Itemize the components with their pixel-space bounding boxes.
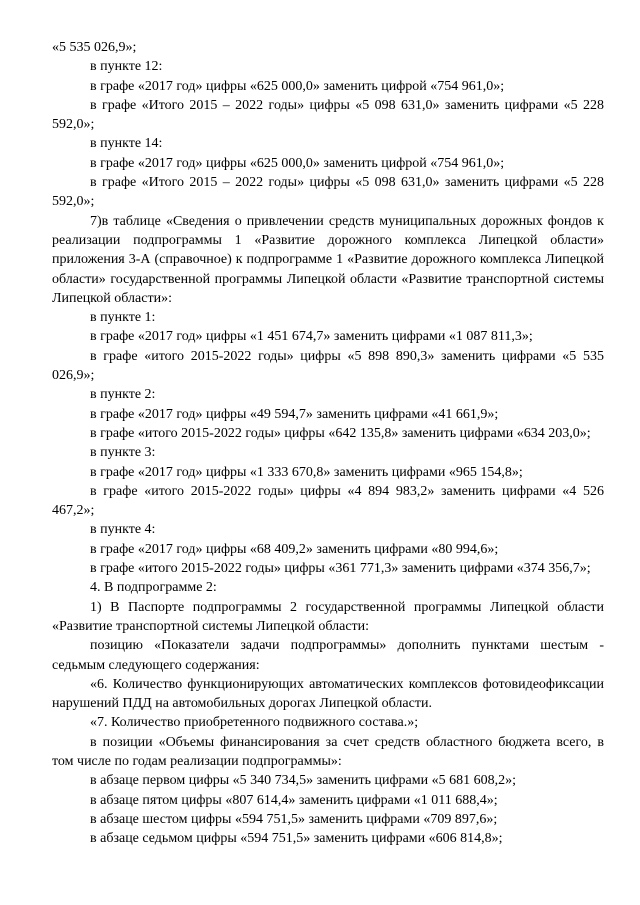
- paragraph-15: в пункте 3:: [90, 445, 156, 461]
- paragraph-21: 4. В подпрограмме 2:: [90, 580, 217, 596]
- paragraph-10: в графе «2017 год» цифры «1 451 674,7» заменить цифрами «1 087 811,3»;: [90, 329, 533, 345]
- paragraph-9: в пункте 1:: [90, 310, 156, 326]
- paragraph-17: в графе «итого 2015-2022 годы» цифры «4 894 983,2» заменить цифрами «4 526 467,2»;: [52, 483, 604, 519]
- paragraph-30: в абзаце седьмом цифры «594 751,5» заменить цифрами «606 814,8»;: [90, 831, 503, 847]
- paragraph-11: в графе «итого 2015-2022 годы» цифры «5 898 890,3» заменить цифрами «5 535 026,9»;: [52, 348, 604, 384]
- paragraph-20: в графе «итого 2015-2022 годы» цифры «361 771,3» заменить цифрами «374 356,7»;: [90, 561, 591, 577]
- paragraph-27: в абзаце первом цифры «5 340 734,5» заменить цифрами «5 681 608,2»;: [90, 773, 516, 789]
- paragraph-3: в графе «2017 год» цифры «625 000,0» заменить цифрой «754 961,0»;: [90, 78, 505, 94]
- paragraph-6: в графе «2017 год» цифры «625 000,0» заменить цифрой «754 961,0»;: [90, 155, 505, 171]
- paragraph-28: в абзаце пятом цифры «807 614,4» заменить цифрами «1 011 688,4»;: [90, 792, 498, 808]
- paragraph-12: в пункте 2:: [90, 387, 156, 403]
- paragraph-5: в пункте 14:: [90, 136, 163, 152]
- paragraph-26: в позиции «Объемы финансирования за счет средств областного бюджета всего, в том числе по годам реализации подпрограммы»:: [52, 734, 604, 769]
- paragraph-4: в графе «Итого 2015 – 2022 годы» цифры «5 098 631,0» заменить цифрами «5 228 592,0»;: [52, 97, 604, 133]
- paragraph-16: в графе «2017 год» цифры «1 333 670,8» заменить цифрами «965 154,8»;: [90, 464, 523, 480]
- paragraph-23: позицию «Показатели задачи подпрограммы» дополнить пунктами шестым - седьмым следующего содержания:: [52, 638, 604, 673]
- paragraph-2: в пункте 12:: [90, 59, 163, 75]
- paragraph-29: в абзаце шестом цифры «594 751,5» заменить цифрами «709 897,6»;: [90, 811, 498, 827]
- document-page: [52, 38, 604, 848]
- paragraph-13: в графе «2017 год» цифры «49 594,7» заменить цифрами «41 661,9»;: [90, 406, 499, 422]
- paragraph-14: в графе «итого 2015-2022 годы» цифры «642 135,8» заменить цифрами «634 203,0»;: [90, 425, 591, 441]
- paragraph-19: в графе «2017 год» цифры «68 409,2» заменить цифрами «80 994,6»;: [90, 541, 499, 557]
- paragraph-1: «5 535 026,9»;: [52, 40, 137, 55]
- paragraph-25: «7. Количество приобретенного подвижного состава.»;: [90, 715, 419, 731]
- paragraph-24: «6. Количество функционирующих автоматических комплексов фотовидеофиксации нарушений ПДД на автомобильных дорогах Липецкой области.: [52, 676, 604, 712]
- paragraph-8: 7)в таблице «Сведения о привлечении средств муниципальных дорожных фондов к реализации подпрограммы 1 «Развитие дорожного комплекса Липецкой области» приложения 3-А (справочное) к подпрограмме 1 «Развитие дорожного комплекса Липецкой области» государственной программы Липецкой области «Развитие транспортной системы Липецкой области»:: [52, 213, 604, 306]
- paragraph-18: в пункте 4:: [90, 522, 156, 538]
- paragraph-7: в графе «Итого 2015 – 2022 годы» цифры «5 098 631,0» заменить цифрами «5 228 592,0»;: [52, 175, 604, 210]
- paragraph-22: 1) В Паспорте подпрограммы 2 государственной программы Липецкой области «Развитие транспортной системы Липецкой области:: [52, 599, 604, 634]
